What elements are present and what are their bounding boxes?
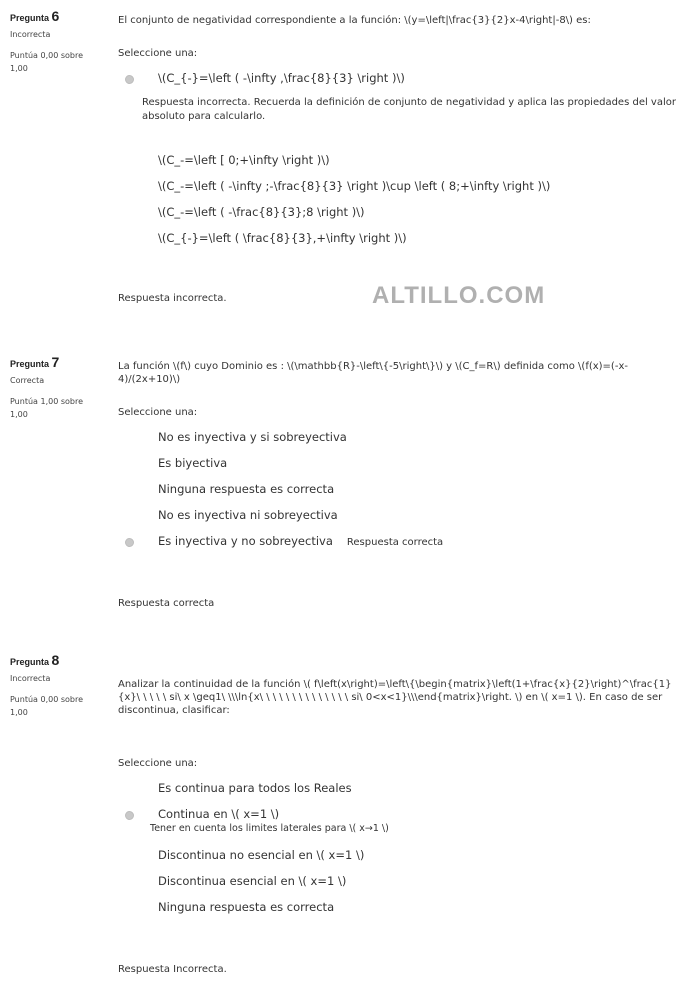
- answer-option[interactable]: [118, 202, 678, 228]
- specific-feedback: Respuesta correcta: [346, 537, 444, 548]
- answer-option[interactable]: [118, 845, 678, 871]
- answer-option[interactable]: [118, 505, 678, 531]
- question-number: [10, 654, 102, 669]
- option-label: Es continua para todos los Reales: [158, 781, 352, 795]
- question-state: Incorrecta: [10, 30, 51, 39]
- question-info: [10, 10, 102, 75]
- general-feedback: Respuesta incorrecta.: [118, 293, 227, 304]
- option-label: No es inyectiva y si sobreyectiva: [158, 430, 347, 444]
- question-label: Pregunta: [10, 657, 50, 667]
- radio-checked-icon[interactable]: [125, 811, 134, 820]
- answer-option[interactable]: [118, 68, 678, 94]
- option-label: \(C_{-}=\left ( \frac{8}{3},+\infty \right )\): [158, 231, 407, 245]
- question-content: [118, 360, 678, 610]
- question-content: [118, 14, 678, 305]
- option-label: \(C_-=\left ( -\infty ;-\frac{8}{3} \right )\cup \left ( 8;+\infty \right )\): [158, 179, 551, 193]
- question-prompt: La función \(f\) cuyo Dominio es : \(\mathbb{R}-\left\{-5\right\}\) y \(C_f=R\) definida como \(f(x)=(-x-4)/(2x+10)\): [118, 361, 628, 385]
- question-num: 7: [51, 354, 60, 370]
- answer-option[interactable]: [118, 479, 678, 505]
- question-number: [10, 10, 102, 25]
- question-grade: Puntúa 0,00 sobre 1,00: [10, 51, 84, 73]
- question-state: Correcta: [10, 376, 45, 385]
- question-number: [10, 356, 102, 371]
- question-content: [118, 678, 678, 976]
- option-label: No es inyectiva ni sobreyectiva: [158, 508, 338, 522]
- general-feedback: Respuesta correcta: [118, 598, 215, 609]
- select-label: Seleccione una:: [118, 758, 198, 769]
- answer-option[interactable]: [118, 228, 678, 254]
- option-label: \(C_-=\left [ 0;+\infty \right )\): [158, 153, 330, 167]
- specific-feedback: Tener en cuenta los limites laterales para \( x→1 \): [150, 823, 389, 834]
- option-label: Ninguna respuesta es correcta: [158, 482, 335, 496]
- option-label: Continua en \( x=1 \): [158, 807, 280, 821]
- answer-option[interactable]: [118, 427, 678, 453]
- option-label: \(C_{-}=\left ( -\infty ,\frac{8}{3} \right )\): [158, 71, 405, 85]
- select-label: Seleccione una:: [118, 407, 198, 418]
- option-label: \(C_-=\left ( -\frac{8}{3};8 \right )\): [158, 205, 365, 219]
- radio-checked-icon[interactable]: [125, 538, 134, 547]
- answer-option[interactable]: [118, 778, 678, 804]
- question-num: 6: [51, 8, 60, 24]
- option-label: Ninguna respuesta es correcta: [158, 900, 335, 914]
- question-label: Pregunta: [10, 359, 50, 369]
- radio-checked-icon[interactable]: [125, 75, 134, 84]
- option-label: Discontinua esencial en \( x=1 \): [158, 874, 347, 888]
- answer-options: [118, 427, 678, 557]
- question-state: Incorrecta: [10, 674, 51, 683]
- general-feedback: Respuesta Incorrecta.: [118, 964, 227, 975]
- question-info: [10, 356, 102, 421]
- watermark: ALTILLO.COM: [372, 282, 546, 309]
- select-label: Seleccione una:: [118, 48, 198, 59]
- question-prompt: Analizar la continuidad de la función \( f\left(x\right)=\left\{\begin{matrix}\left(1+\frac{x}{2}\right)^\frac{1}{x}\ \ \ \ \ si\ x \geq1\ \\\ln{x\ \ \ \ \ \ \ \ \ \ \ \ \ \ si\ 0<x<1}\\\end{matrix}\right. \) en \( x=1 \). En caso de ser discontinua, clasificar:: [118, 679, 672, 716]
- answer-option[interactable]: [118, 453, 678, 479]
- question-num: 8: [51, 652, 60, 668]
- option-label: Discontinua no esencial en \( x=1 \): [158, 848, 365, 862]
- answer-option[interactable]: [118, 897, 678, 923]
- specific-feedback: Respuesta incorrecta. Recuerda la definición de conjunto de negatividad y aplica las propiedades del valor absoluto para calcularlo.: [142, 97, 676, 122]
- question-info: [10, 654, 102, 719]
- answer-option[interactable]: [118, 871, 678, 897]
- answer-option[interactable]: [118, 804, 678, 830]
- question-label: Pregunta: [10, 13, 50, 23]
- question-grade: Puntúa 1,00 sobre 1,00: [10, 397, 84, 419]
- question-grade: Puntúa 0,00 sobre 1,00: [10, 695, 84, 717]
- answer-option[interactable]: [118, 150, 678, 176]
- answer-options: [118, 68, 678, 254]
- answer-options: [118, 778, 678, 923]
- answer-option[interactable]: [118, 176, 678, 202]
- option-label: Es biyectiva: [158, 456, 228, 470]
- answer-option[interactable]: [118, 531, 678, 557]
- option-label: Es inyectiva y no sobreyectiva: [158, 534, 333, 548]
- question-prompt: El conjunto de negatividad correspondiente a la función: \(y=\left|\frac{3}{2}x-4\right|-8\) es:: [118, 15, 591, 26]
